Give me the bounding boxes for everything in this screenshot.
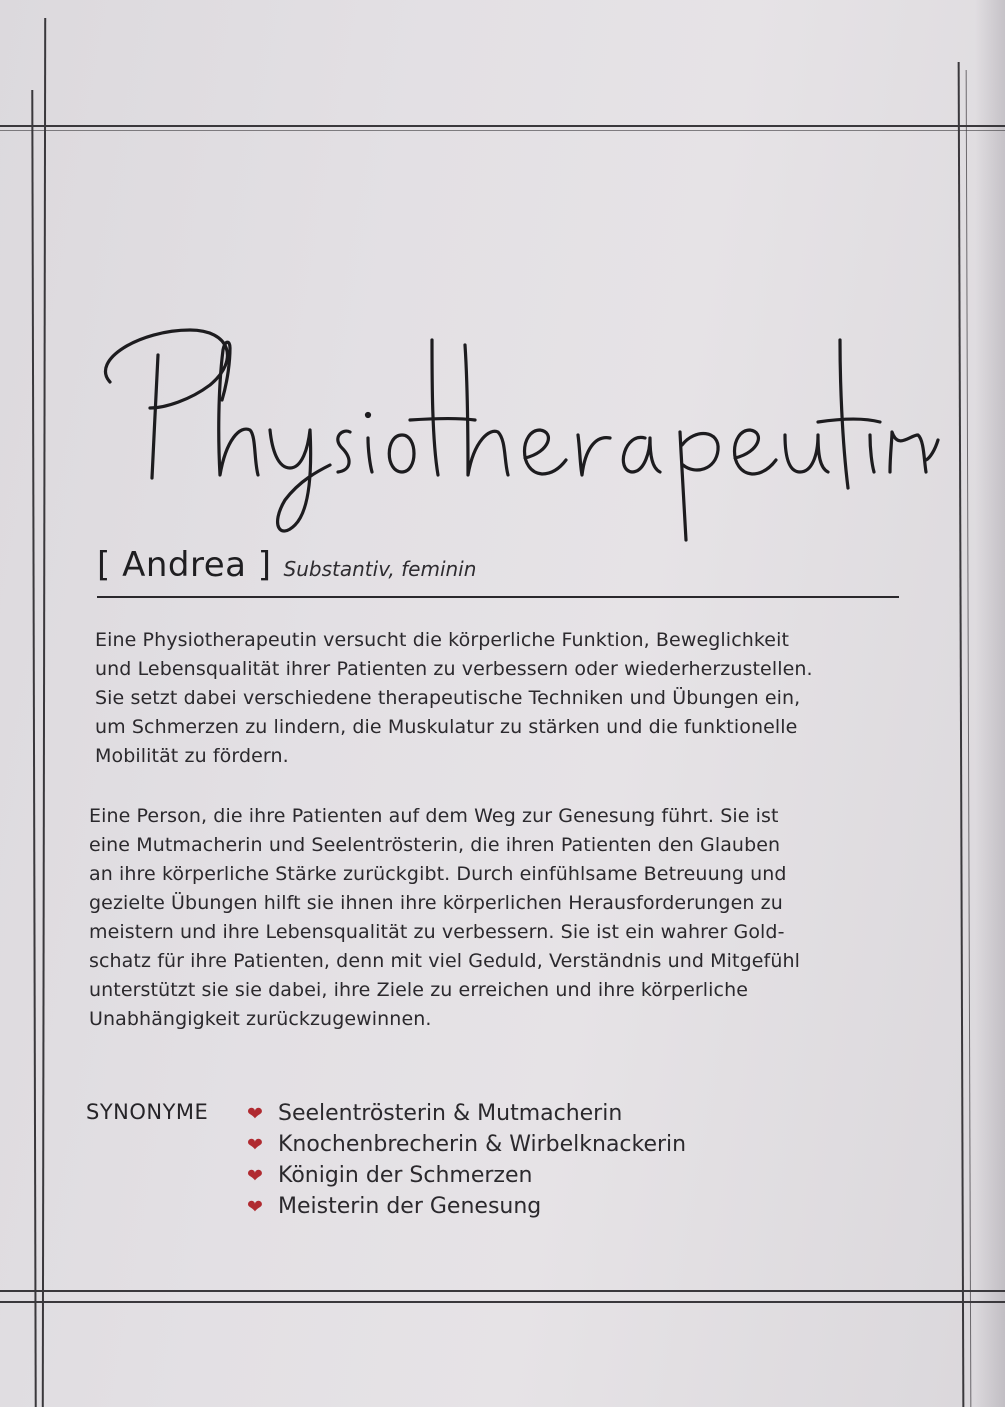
paragraph-line: Sie setzt dabei verschiedene therapeutische Techniken und Übungen ein, xyxy=(95,687,801,709)
paragraph-line: Mobilität zu fördern. xyxy=(95,745,289,767)
synonym-text: Königin der Schmerzen xyxy=(278,1163,533,1188)
paragraph-line: schatz für ihre Patienten, denn mit viel Geduld, Verständnis und Mitgefühl xyxy=(89,950,800,972)
title-text: Physiotherapeutin xyxy=(80,300,90,301)
entry-heading xyxy=(97,545,897,595)
synonym-text: Seelentrösterin & Mutmacherin xyxy=(278,1101,623,1126)
paragraph-line: unterstützt sie sie dabei, ihre Ziele zu erreichen und ihre körperliche xyxy=(89,979,749,1001)
list-item xyxy=(244,1191,686,1222)
definition-paragraph-1 xyxy=(95,626,925,771)
frame-line-top-inner xyxy=(0,130,1005,131)
paragraph-line: meistern und ihre Lebensqualität zu verbessern. Sie ist ein wahrer Gold- xyxy=(89,921,785,943)
paragraph-line: und Lebensqualität ihrer Patienten zu verbessern oder wiederherzustellen. xyxy=(95,658,813,680)
synonyms-list xyxy=(244,1098,686,1222)
heart-icon: ❤ xyxy=(247,1196,263,1218)
word-type: Substantiv, feminin xyxy=(283,557,477,581)
title-script-lettering xyxy=(80,300,940,550)
list-item xyxy=(244,1129,686,1160)
paragraph-line: Eine Physiotherapeutin versucht die körperliche Funktion, Beweglichkeit xyxy=(95,629,790,651)
definition-paragraph-2 xyxy=(89,802,924,1034)
heart-icon: ❤ xyxy=(247,1165,263,1187)
paragraph-line: um Schmerzen zu lindern, die Muskulatur zu stärken und die funktionelle xyxy=(95,716,798,738)
paragraph-line: Unabhängigkeit zurückzugewinnen. xyxy=(89,1008,432,1030)
list-item xyxy=(244,1098,686,1129)
paper-shadow xyxy=(975,0,1005,1407)
frame-line-bottom xyxy=(0,1290,1005,1292)
entry-name: [ Andrea ] xyxy=(97,545,272,585)
heart-icon: ❤ xyxy=(247,1134,263,1156)
paragraph-line: Eine Person, die ihre Patienten auf dem Weg zur Genesung führt. Sie ist xyxy=(89,805,779,827)
page-title xyxy=(80,300,940,550)
heading-divider xyxy=(97,596,899,598)
synonym-text: Knochenbrecherin & Wirbelknackerin xyxy=(278,1132,687,1157)
synonym-text: Meisterin der Genesung xyxy=(278,1194,542,1219)
list-item xyxy=(244,1160,686,1191)
frame-line-top xyxy=(0,125,1005,127)
frame-line-bottom-inner xyxy=(0,1301,1005,1303)
heart-icon: ❤ xyxy=(247,1103,263,1125)
paragraph-line: an ihre körperliche Stärke zurückgibt. Durch einfühlsame Betreuung und xyxy=(89,863,787,885)
paragraph-line: eine Mutmacherin und Seelentrösterin, die ihren Patienten den Glauben xyxy=(89,834,781,856)
paragraph-line: gezielte Übungen hilft sie ihnen ihre körperlichen Herausforderungen zu xyxy=(89,892,783,914)
synonyms-label: SYNONYME xyxy=(86,1100,209,1124)
